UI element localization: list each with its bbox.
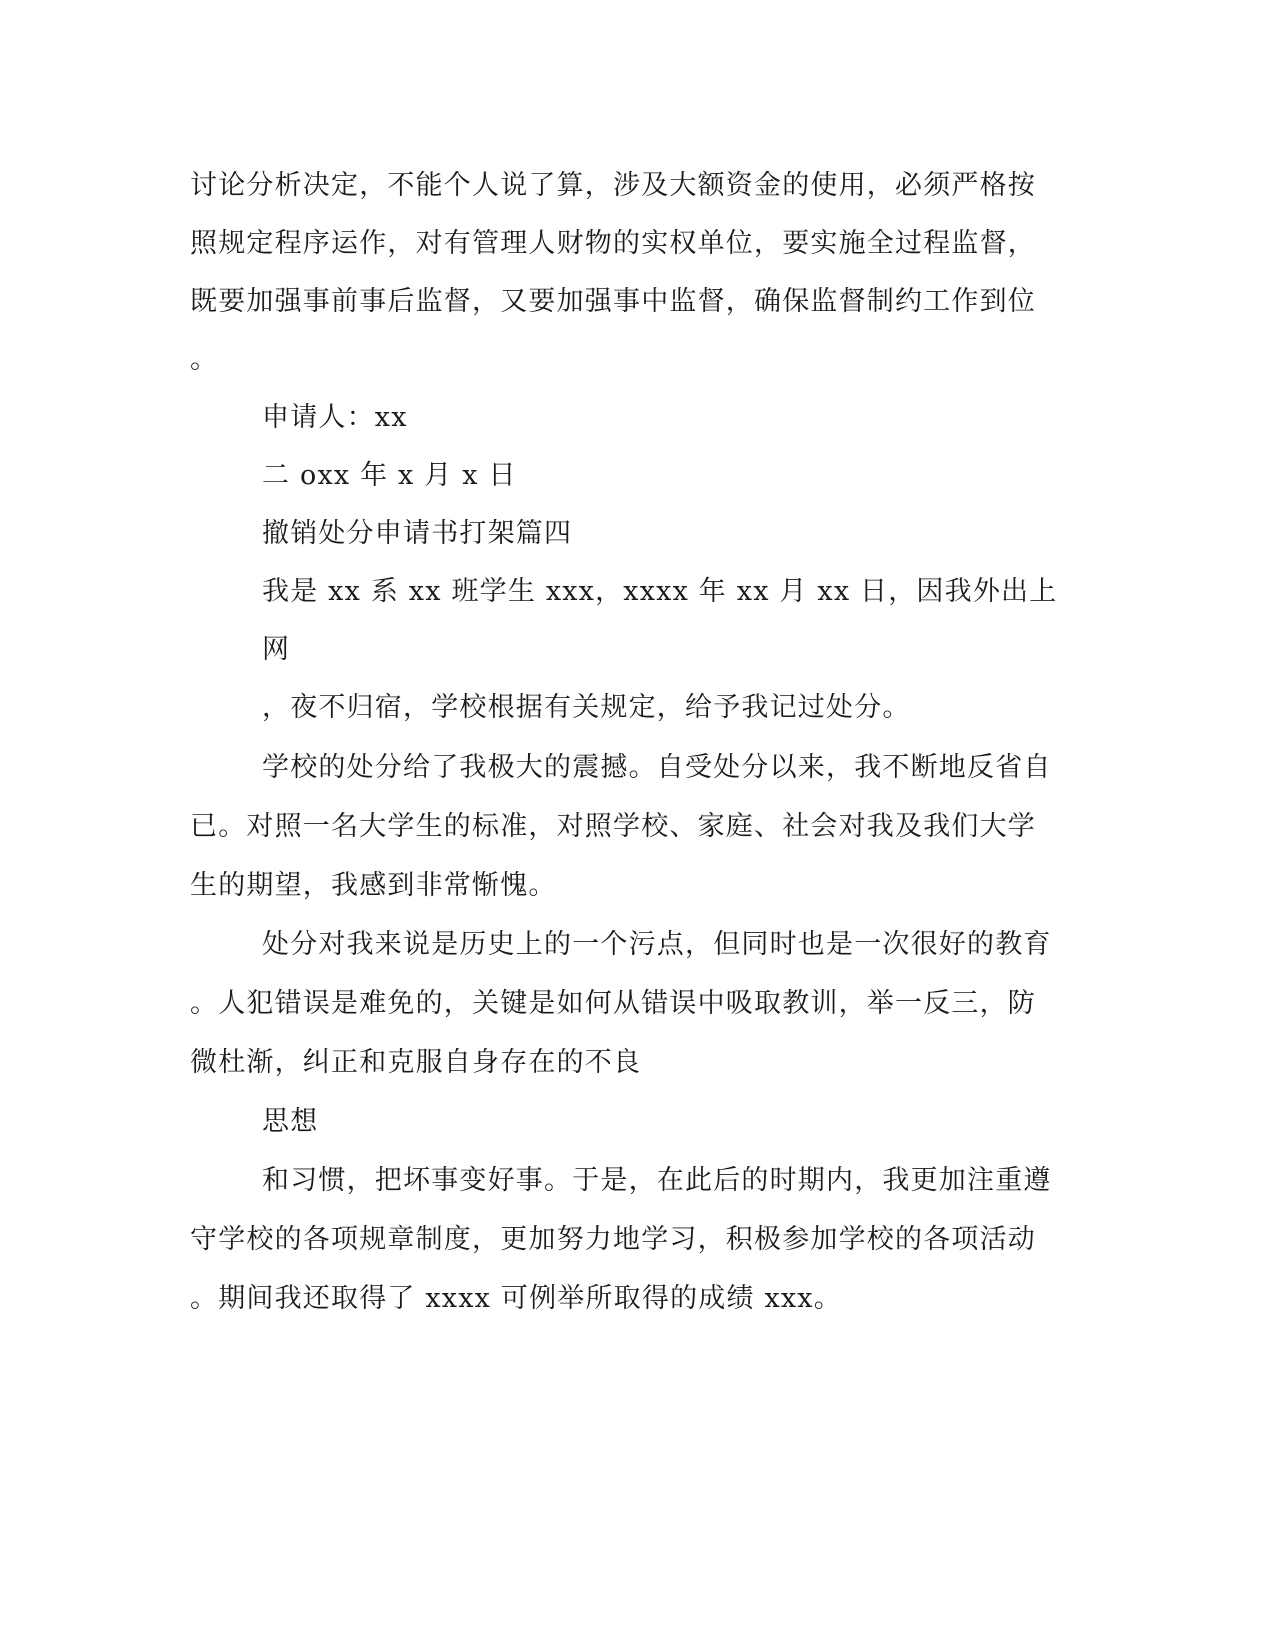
body-text-line: 网 xyxy=(262,634,291,665)
body-text-line: 。人犯错误是难免的，关键是如何从错误中吸取教训，举一反三，防 xyxy=(190,988,1036,1019)
body-text-line: 守学校的各项规章制度，更加努力地学习，积极参加学校的各项活动 xyxy=(190,1224,1036,1255)
body-text-line: 。 xyxy=(190,344,219,375)
body-text-line: 照规定程序运作，对有管理人财物的实权单位，要实施全过程监督， xyxy=(190,228,1036,259)
section-heading: 撤销处分申请书打架篇四 xyxy=(262,518,573,549)
body-text-line: 我是 xx 系 xx 班学生 xxx，xxxx 年 xx 月 xx 日，因我外出上 xyxy=(262,576,1058,607)
body-text-line: 既要加强事前事后监督，又要加强事中监督，确保监督制约工作到位 xyxy=(190,286,1036,317)
applicant-line: 申请人：xx xyxy=(262,402,408,433)
date-line: 二 oxx 年 x 月 x 日 xyxy=(262,460,517,491)
body-text-line: 思想 xyxy=(262,1106,319,1137)
body-text-line: 微杜渐，纠正和克服自身存在的不良 xyxy=(190,1047,642,1078)
body-text-line: 已。对照一名大学生的标准，对照学校、家庭、社会对我及我们大学 xyxy=(190,811,1036,842)
body-text-line: 和习惯，把坏事变好事。于是，在此后的时期内，我更加注重遵 xyxy=(262,1165,1052,1196)
body-text-line: 生的期望，我感到非常惭愧。 xyxy=(190,870,557,901)
body-text-line: 处分对我来说是历史上的一个污点，但同时也是一次很好的教育 xyxy=(262,929,1052,960)
body-text-line: ，夜不归宿，学校根据有关规定，给予我记过处分。 xyxy=(262,692,911,723)
body-text-line: 讨论分析决定，不能个人说了算，涉及大额资金的使用，必须严格按 xyxy=(190,170,1036,201)
body-text-line: 学校的处分给了我极大的震撼。自受处分以来，我不断地反省自 xyxy=(262,752,1052,783)
body-text-line: 。期间我还取得了 xxxx 可例举所取得的成绩 xxx。 xyxy=(190,1283,842,1314)
